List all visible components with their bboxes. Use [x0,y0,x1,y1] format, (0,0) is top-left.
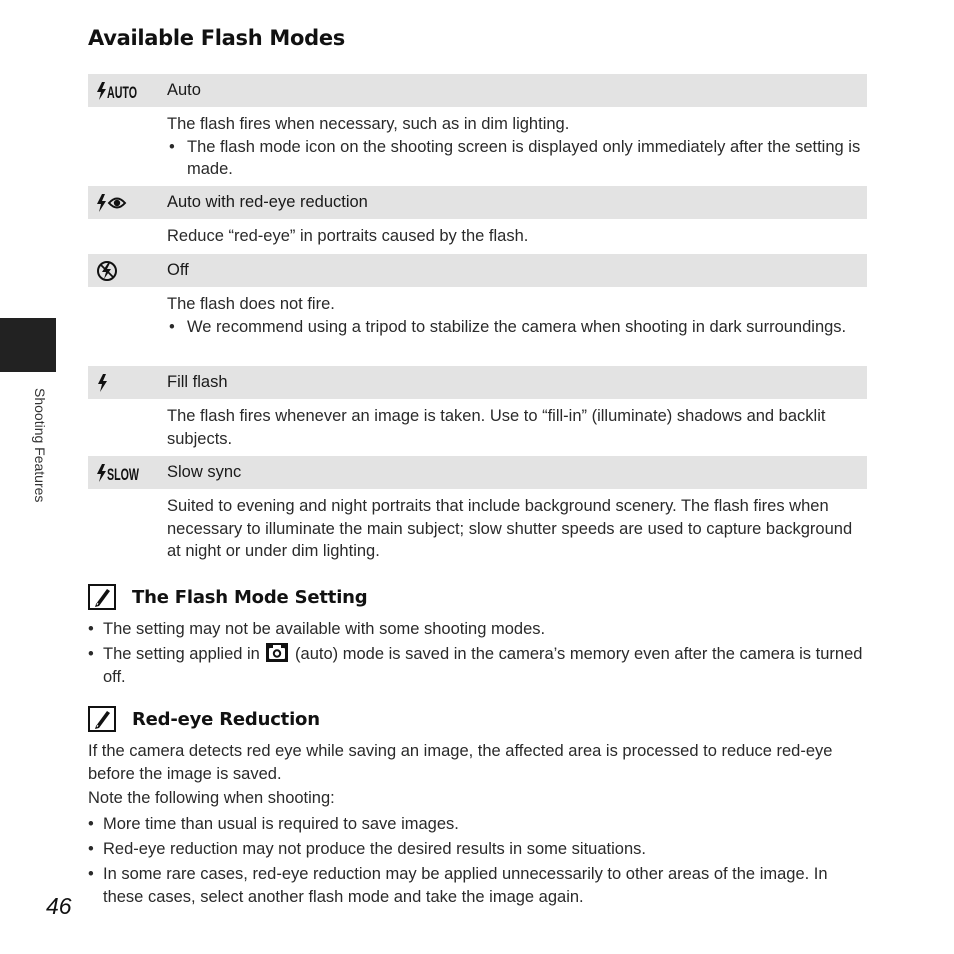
svg-text:SLOW: SLOW [107,464,140,484]
flash-fill-icon [88,366,167,399]
flash-slow-sync-icon [88,456,167,489]
note-paragraph: Note the following when shooting: [88,789,335,807]
bullet-marker: • [88,840,94,858]
flash-red-eye-icon [88,186,167,219]
chapter-tab [0,318,56,372]
mode-name: Auto with red-eye reduction [167,193,368,211]
svg-text:AUTO: AUTO [107,82,137,102]
bullet-marker: • [169,137,175,156]
note-title: The Flash Mode Setting [132,586,368,608]
mode-row-off [88,254,867,287]
mode-description: Suited to evening and night portraits that include background scenery. The flash fires when necessary to illuminate the main subject; slow shutter speeds are used to capture background at night or under dim lighting. [167,497,853,560]
mode-description-block [88,287,867,366]
mode-bullet: • We recommend using a tripod to stabilize the camera when shooting in dark surroundings. [167,316,867,339]
bullet-marker: • [88,620,94,638]
bullet-marker: • [169,317,175,336]
mode-name: Auto [167,81,201,99]
chapter-label: Shooting Features [32,388,48,503]
mode-name: Fill flash [167,373,228,391]
mode-row-red-eye [88,186,867,219]
note-pencil-icon [88,584,116,610]
mode-description-block [88,399,867,456]
page-title: Available Flash Modes [88,26,345,50]
note-title: Red-eye Reduction [132,708,320,730]
bullet-marker: • [88,645,94,663]
flash-modes-table [88,74,867,569]
mode-row-slow-sync [88,456,867,489]
note-flash-setting-header [88,584,367,610]
bullet-marker: • [88,815,94,833]
mode-name: Slow sync [167,463,242,481]
note-red-eye-header [88,706,320,732]
page-number: 46 [46,893,72,919]
note-bullet: • The setting applied in (auto) mode is saved in the camera’s memory even after the camera is turned off. [88,643,868,688]
mode-description: Reduce “red-eye” in portraits caused by the flash. [167,227,529,245]
flash-auto-icon [88,74,167,107]
mode-description-block [88,107,867,178]
mode-name: Off [167,261,189,279]
note-flash-setting-list [88,618,868,691]
mode-row-auto [88,74,867,107]
note-red-eye-list [88,813,868,911]
mode-description: The flash does not fire. [167,295,335,313]
note-pencil-icon [88,706,116,732]
note-paragraph: If the camera detects red eye while saving an image, the affected area is processed to reduce red-eye before the image is saved. [88,742,833,783]
note-bullet: • The setting may not be available with some shooting modes. [88,618,868,641]
flash-off-icon [88,254,167,287]
bullet-marker: • [88,865,94,883]
note-bullet: • More time than usual is required to save images. [88,813,868,836]
mode-description-block [88,489,867,569]
note-bullet: • Red-eye reduction may not produce the desired results in some situations. [88,838,868,861]
mode-bullet: • The flash mode icon on the shooting screen is displayed only immediately after the setting is made. [167,136,867,181]
mode-description: The flash fires whenever an image is taken. Use to “fill-in” (illuminate) shadows and backlit subjects. [167,407,826,448]
camera-icon [266,643,288,662]
mode-description-block [88,219,867,254]
mode-description: The flash fires when necessary, such as in dim lighting. [167,115,570,133]
mode-row-fill-flash [88,366,867,399]
note-bullet: • In some rare cases, red-eye reduction may be applied unnecessarily to other areas of the image. In these cases, select another flash mode and take the image again. [88,863,868,908]
